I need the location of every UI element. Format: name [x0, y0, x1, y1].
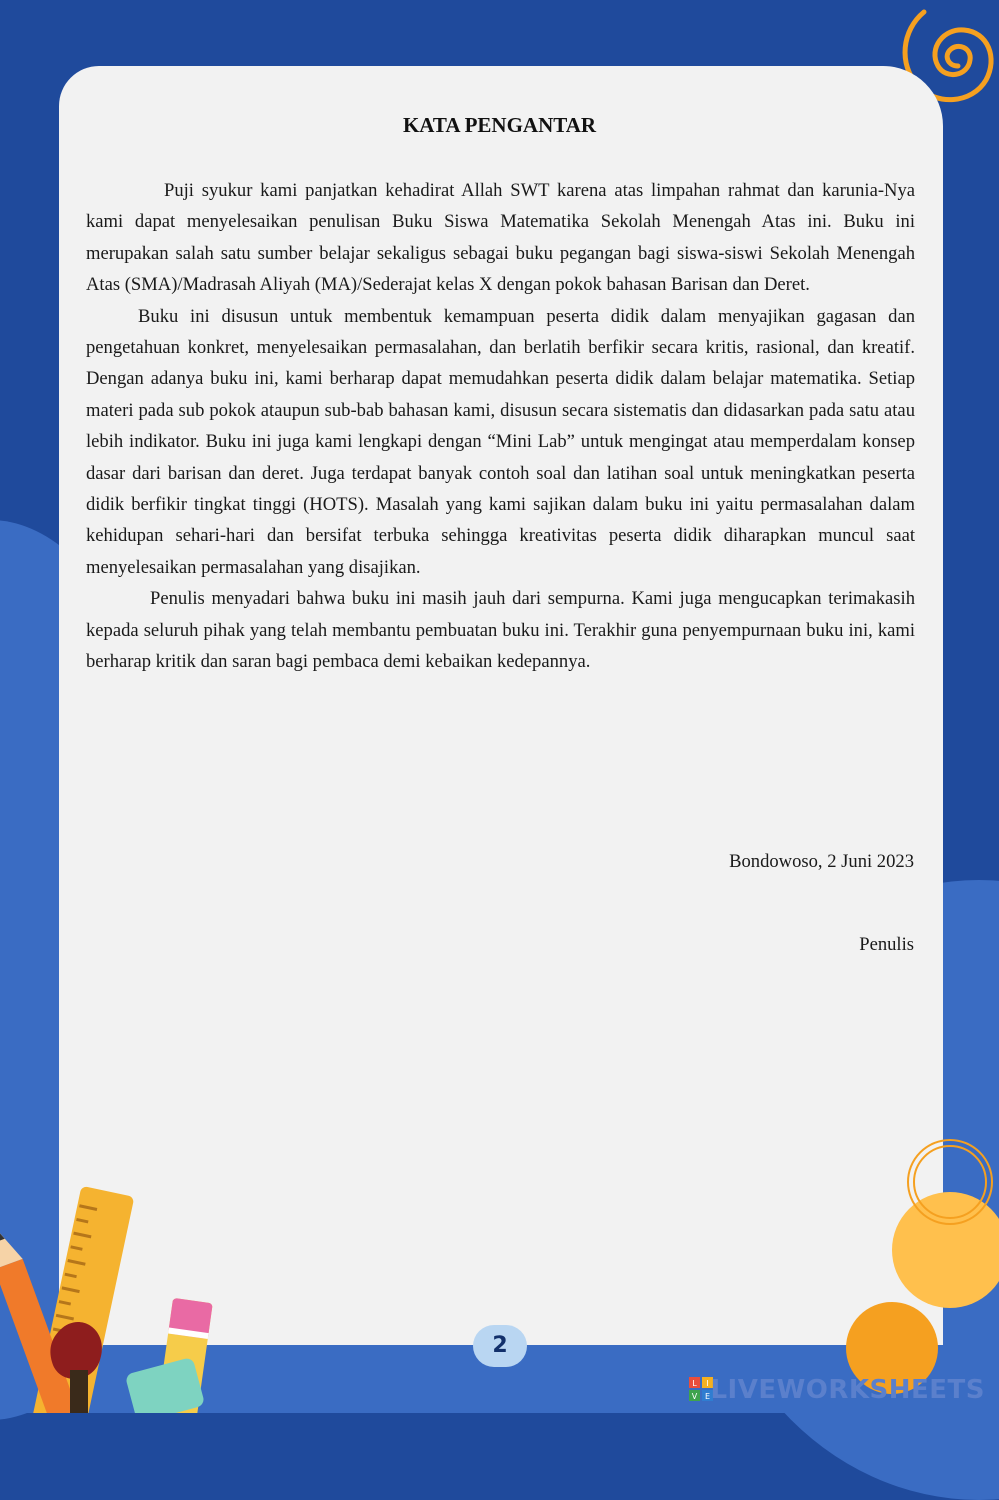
- stationery-decoration-icon: [0, 1180, 240, 1413]
- page-number: 2: [473, 1325, 527, 1367]
- paragraph-1: Puji syukur kami panjatkan kehadirat Allah SWT karena atas limpahan rahmat dan karunia-Nya kami dapat menyelesaikan penulisan Buku Siswa Matematika Sekolah Menengah Atas ini. Buku ini merupakan salah satu sumber belajar sekaligus sebagai buku pegangan bagi siswa-siswi Sekolah Menengah Atas (SMA)/Madrasah Aliyah (MA)/Sederajat kelas X dengan pokok bahasan Barisan dan Deret.: [86, 180, 915, 296]
- liveworksheets-watermark: LIVEWORKSHEETS: [710, 1375, 985, 1405]
- liveworksheets-logo-icon: [689, 1377, 713, 1401]
- logo-letter: L: [692, 1379, 697, 1388]
- body-text: [86, 175, 915, 678]
- logo-letter: V: [691, 1392, 698, 1401]
- paragraph-2: Buku ini disusun untuk membentuk kemampuan peserta didik dalam menyajikan gagasan dan pengetahuan konkret, menyelesaikan permasalahan, dan berlatih berfikir secara kritis, rasional, dan kreatif. Dengan adanya buku ini, kami berharap dapat memudahkan peserta didik dalam belajar matematika. Setiap materi pada sub pokok ataupun sub-bab bahasan kami, disusun secara sistematis dan didasarkan pada satu atau lebih indikator. Buku ini juga kami lengkapi dengan “Mini Lab” untuk mengingat atau memperdalam konsep dasar dari barisan dan deret. Juga terdapat banyak contoh soal dan latihan soal untuk meningkatkan peserta didik berfikir tingkat tinggi (HOTS). Masalah yang kami sajikan dalam buku ini yaitu permasalahan dalam kehidupan sehari-hari dan bersifat terbuka sehingga kreativitas peserta didik diharapkan muncul saat menyelesaikan permasalahan yang disajikan.: [86, 305, 915, 578]
- place-date: Bondowoso, 2 Juni 2023: [729, 851, 914, 872]
- page-title: KATA PENGANTAR: [402, 113, 597, 137]
- logo-letter: I: [706, 1379, 709, 1388]
- circles-decoration-icon: [840, 1130, 999, 1413]
- paragraph-3: Penulis menyadari bahwa buku ini masih jauh dari sempurna. Kami juga mengucapkan terimakasih kepada seluruh pihak yang telah membantu pembuatan buku ini. Terakhir guna penyempurnaan buku ini, kami berharap kritik dan saran bagi pembaca demi kebaikan kedepannya.: [86, 588, 915, 673]
- logo-letter: E: [704, 1392, 711, 1401]
- author-signature-label: Penulis: [859, 934, 914, 955]
